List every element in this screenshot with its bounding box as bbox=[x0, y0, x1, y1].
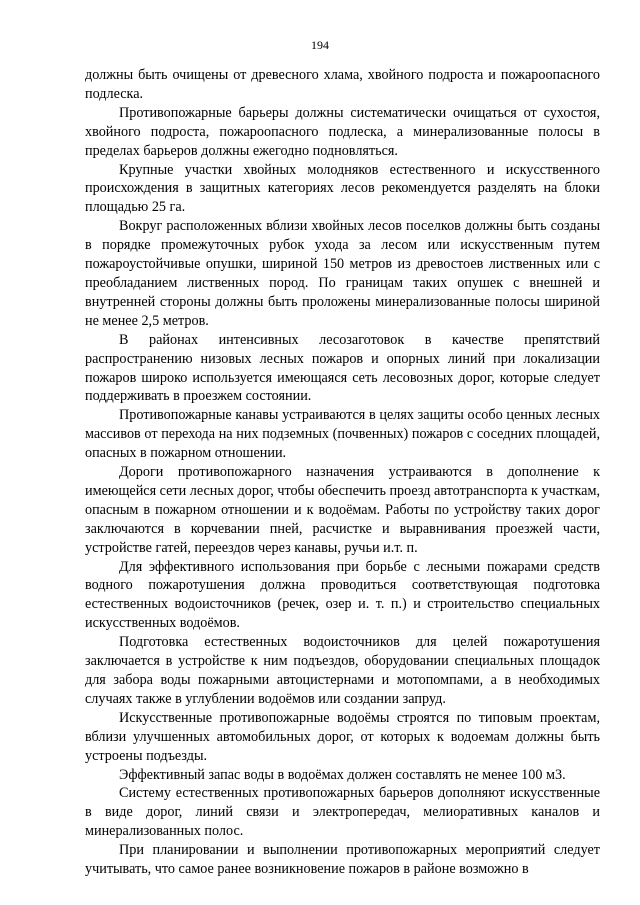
paragraph: Противопожарные канавы устраиваются в целях защиты особо ценных лесных массивов от перехода на них подземных (почвенных) пожаров с соседних площадей, опасных в пожарном отношении. bbox=[85, 407, 600, 462]
paragraph: Дороги противопожарного назначения устраиваются в дополнение к имеющейся сети лесных дорог, чтобы обеспечить проезд автотранспорта к участкам, опасным в пожарном отношении и к водоёмам. Работы по устройству таких дорог заключаются в корчевании пней, расчистке и выравнивания проезжей части, устройстве гатей, переездов через канавы, ручьи и.т. п. bbox=[85, 464, 600, 556]
paragraph: Вокруг расположенных вблизи хвойных лесов поселков должны быть созданы в порядке промежуточных рубок ухода за лесом или искусственным путем пожароустойчивые опушки, шириной 150 метров из древостоев лиственных или с преобладанием лиственных пород. По границам таких опушек с внешней и внутренней стороны должны быть проложены минерализованные полосы шириной не менее 2,5 метров. bbox=[85, 218, 600, 329]
paragraph: Для эффективного использования при борьбе с лесными пожарами средств водного пожаротушения должна проводиться соответствующая подготовка естественных водоисточников (речек, озер и. т. п.) и строительство специальных искусственных водоёмов. bbox=[85, 558, 600, 632]
page-number: 194 bbox=[311, 38, 329, 52]
paragraph: Противопожарные барьеры должны систематически очищаться от сухостоя, хвойного подроста, пожароопасного подлеска, а минерализованные полосы в пределах барьеров должны ежегодно подновляться. bbox=[85, 104, 600, 159]
paragraph: Подготовка естественных водоисточников для целей пожаротушения заключается в устройстве к ним подъездов, оборудовании специальных площадок для забора воды пожарными автоцистернами и мотопомпами, а в необходимых случаях также в углублении водоёмов или создании запруд. bbox=[85, 634, 600, 707]
paragraph: Искусственные противопожарные водоёмы строятся по типовым проектам, вблизи улучшенных автомобильных дорог, от которых к водоемам должны быть устроены подъезды. bbox=[85, 709, 600, 764]
document-body bbox=[85, 66, 600, 879]
paragraph-continued: должны быть очищены от древесного хлама, хвойного подроста и пожароопасного подлеска. bbox=[85, 67, 600, 102]
paragraph: Крупные участки хвойных молодняков естественного и искусственного происхождения в защитных категориях лесов рекомендуется разделять на блоки площадью 25 га. bbox=[85, 161, 600, 216]
paragraph: В районах интенсивных лесозаготовок в качестве препятствий распространению низовых лесных пожаров и опорных линий при локализации пожаров широко используется имеющаяся сеть лесовозных дорог, которые следует поддерживать в проезжем состоянии. bbox=[85, 331, 600, 405]
paragraph: При планировании и выполнении противопожарных мероприятий следует учитывать, что самое ранее возникновение пожаров в районе возможно в bbox=[85, 842, 600, 878]
paragraph: Систему естественных противопожарных барьеров дополняют искусственные в виде дорог, линий связи и электропередач, мелиоративных каналов и минерализованных полос. bbox=[85, 785, 600, 840]
paragraph: Эффективный запас воды в водоёмах должен составлять не менее 100 м3. bbox=[119, 766, 566, 783]
